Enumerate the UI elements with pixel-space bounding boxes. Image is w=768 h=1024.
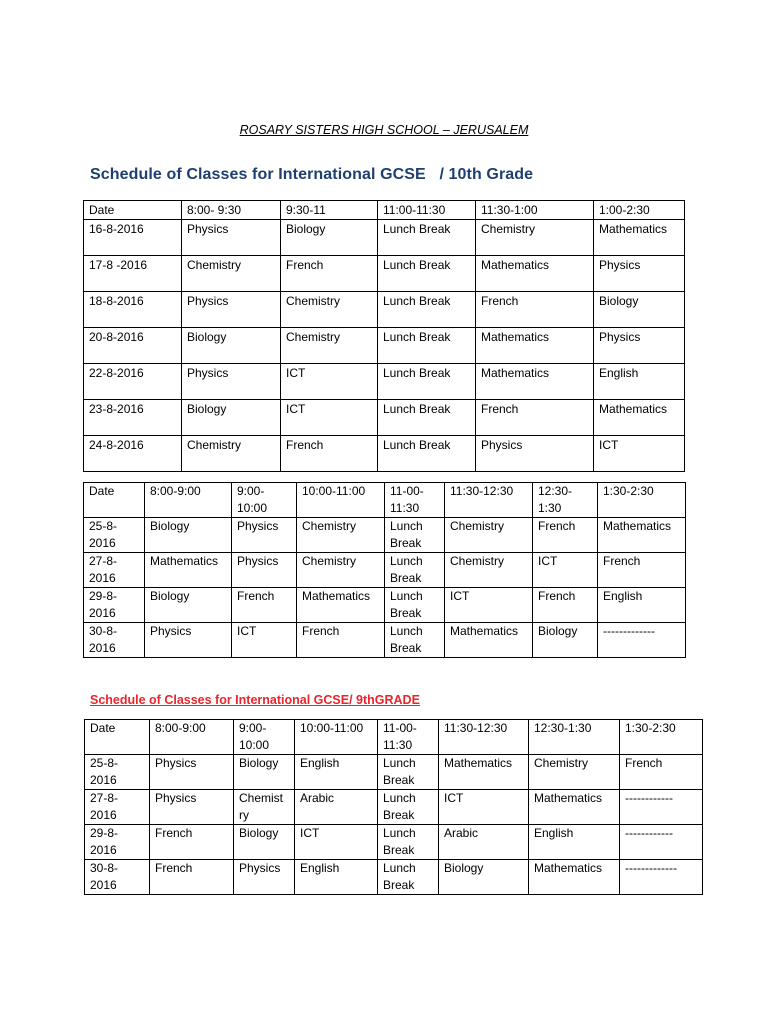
- table-row: [85, 790, 703, 825]
- grade10-schedule-table-1: [83, 200, 685, 472]
- grade9-schedule-table: [84, 719, 703, 895]
- subject-cell: French: [281, 256, 378, 292]
- subject-cell: French: [232, 588, 297, 623]
- subject-cell: Lunch Break: [378, 328, 476, 364]
- subject-cell: Lunch Break: [385, 623, 445, 658]
- table-row: [84, 328, 685, 364]
- subject-cell: Biology: [145, 518, 232, 553]
- subject-cell: Physics: [145, 623, 232, 658]
- subject-cell: -------------: [620, 860, 703, 895]
- subject-cell: Mathematics: [297, 588, 385, 623]
- subject-cell: English: [295, 860, 378, 895]
- subject-cell: French: [533, 588, 598, 623]
- subject-cell: French: [281, 436, 378, 472]
- subject-cell: Biology: [281, 220, 378, 256]
- subject-cell: Chemist ry: [234, 790, 295, 825]
- date-cell: 29-8- 2016: [84, 588, 145, 623]
- column-header: 8:00-9:00: [150, 720, 234, 755]
- subject-cell: Lunch Break: [378, 436, 476, 472]
- subject-cell: Lunch Break: [378, 364, 476, 400]
- subject-cell: Biology: [594, 292, 685, 328]
- date-cell: 25-8- 2016: [85, 755, 150, 790]
- column-header: 11:30-12:30: [439, 720, 529, 755]
- subject-cell: Physics: [234, 860, 295, 895]
- table-row: [84, 436, 685, 472]
- date-cell: 30-8- 2016: [85, 860, 150, 895]
- date-cell: 16-8-2016: [84, 220, 182, 256]
- subject-cell: ICT: [439, 790, 529, 825]
- subject-cell: Lunch Break: [378, 790, 439, 825]
- subject-cell: Lunch Break: [385, 588, 445, 623]
- subject-cell: Physics: [232, 553, 297, 588]
- subject-cell: Chemistry: [445, 553, 533, 588]
- subject-cell: French: [620, 755, 703, 790]
- subject-cell: Physics: [182, 364, 281, 400]
- subject-cell: Lunch Break: [378, 220, 476, 256]
- subject-cell: ICT: [295, 825, 378, 860]
- subject-cell: Mathematics: [476, 328, 594, 364]
- date-cell: 23-8-2016: [84, 400, 182, 436]
- grade9-schedule-title: Schedule of Classes for International GCSE/ 9thGRADE: [90, 693, 420, 707]
- column-header: 11:30-12:30: [445, 483, 533, 518]
- date-cell: 25-8- 2016: [84, 518, 145, 553]
- table-row: [84, 220, 685, 256]
- column-header: 9:00- 10:00: [232, 483, 297, 518]
- subject-cell: Mathematics: [529, 790, 620, 825]
- subject-cell: English: [598, 588, 686, 623]
- subject-cell: ICT: [445, 588, 533, 623]
- column-header: 12:30-1:30: [529, 720, 620, 755]
- column-header: 10:00-11:00: [297, 483, 385, 518]
- grade10-schedule-table-2: [83, 482, 686, 658]
- table-header-row: [84, 201, 685, 220]
- column-header: 1:00-2:30: [594, 201, 685, 220]
- date-cell: 18-8-2016: [84, 292, 182, 328]
- subject-cell: Physics: [182, 220, 281, 256]
- subject-cell: Lunch Break: [378, 825, 439, 860]
- subject-cell: Chemistry: [182, 436, 281, 472]
- subject-cell: Biology: [234, 825, 295, 860]
- table-row: [84, 292, 685, 328]
- column-header: 8:00- 9:30: [182, 201, 281, 220]
- subject-cell: ------------: [620, 825, 703, 860]
- subject-cell: Chemistry: [445, 518, 533, 553]
- subject-cell: Physics: [232, 518, 297, 553]
- table-row: [84, 518, 686, 553]
- subject-cell: Chemistry: [297, 553, 385, 588]
- table-row: [84, 400, 685, 436]
- date-cell: 17-8 -2016: [84, 256, 182, 292]
- date-cell: 27-8- 2016: [84, 553, 145, 588]
- subject-cell: Physics: [476, 436, 594, 472]
- subject-cell: French: [150, 860, 234, 895]
- column-header: Date: [85, 720, 150, 755]
- subject-cell: Physics: [594, 328, 685, 364]
- subject-cell: French: [598, 553, 686, 588]
- subject-cell: French: [476, 400, 594, 436]
- table-header-row: [85, 720, 703, 755]
- subject-cell: Biology: [145, 588, 232, 623]
- subject-cell: Biology: [182, 328, 281, 364]
- column-header: 11-00- 11:30: [385, 483, 445, 518]
- table-row: [85, 860, 703, 895]
- table-row: [84, 364, 685, 400]
- date-cell: 20-8-2016: [84, 328, 182, 364]
- table-row: [85, 825, 703, 860]
- subject-cell: Mathematics: [594, 400, 685, 436]
- column-header: 11-00- 11:30: [378, 720, 439, 755]
- subject-cell: ICT: [232, 623, 297, 658]
- subject-cell: Chemistry: [476, 220, 594, 256]
- subject-cell: Lunch Break: [385, 553, 445, 588]
- subject-cell: ICT: [281, 364, 378, 400]
- column-header: 1:30-2:30: [598, 483, 686, 518]
- subject-cell: French: [150, 825, 234, 860]
- date-cell: 24-8-2016: [84, 436, 182, 472]
- column-header: 8:00-9:00: [145, 483, 232, 518]
- subject-cell: English: [295, 755, 378, 790]
- subject-cell: Physics: [150, 755, 234, 790]
- subject-cell: Biology: [439, 860, 529, 895]
- column-header: Date: [84, 483, 145, 518]
- subject-cell: ICT: [594, 436, 685, 472]
- date-cell: 29-8- 2016: [85, 825, 150, 860]
- subject-cell: ------------: [620, 790, 703, 825]
- column-header: 1:30-2:30: [620, 720, 703, 755]
- subject-cell: Chemistry: [281, 328, 378, 364]
- subject-cell: French: [297, 623, 385, 658]
- subject-cell: Biology: [533, 623, 598, 658]
- subject-cell: Lunch Break: [378, 860, 439, 895]
- subject-cell: Chemistry: [281, 292, 378, 328]
- column-header: Date: [84, 201, 182, 220]
- subject-cell: Lunch Break: [378, 256, 476, 292]
- table-row: [85, 755, 703, 790]
- subject-cell: -------------: [598, 623, 686, 658]
- table-header-row: [84, 483, 686, 518]
- column-header: 11:30-1:00: [476, 201, 594, 220]
- subject-cell: Chemistry: [297, 518, 385, 553]
- date-cell: 30-8- 2016: [84, 623, 145, 658]
- subject-cell: English: [529, 825, 620, 860]
- grade10-schedule-title: Schedule of Classes for International GCSE / 10th Grade: [90, 166, 534, 183]
- table-row: [84, 623, 686, 658]
- subject-cell: Biology: [182, 400, 281, 436]
- subject-cell: Physics: [594, 256, 685, 292]
- school-name: ROSARY SISTERS HIGH SCHOOL – JERUSALEM: [239, 123, 529, 137]
- date-cell: 27-8- 2016: [85, 790, 150, 825]
- subject-cell: ICT: [281, 400, 378, 436]
- subject-cell: English: [594, 364, 685, 400]
- column-header: 12:30- 1:30: [533, 483, 598, 518]
- subject-cell: Mathematics: [594, 220, 685, 256]
- subject-cell: Mathematics: [529, 860, 620, 895]
- subject-cell: Lunch Break: [378, 755, 439, 790]
- subject-cell: Arabic: [439, 825, 529, 860]
- subject-cell: French: [533, 518, 598, 553]
- date-cell: 22-8-2016: [84, 364, 182, 400]
- table-row: [84, 553, 686, 588]
- table-row: [84, 256, 685, 292]
- subject-cell: Mathematics: [145, 553, 232, 588]
- subject-cell: Chemistry: [182, 256, 281, 292]
- subject-cell: Lunch Break: [378, 400, 476, 436]
- subject-cell: French: [476, 292, 594, 328]
- subject-cell: Lunch Break: [378, 292, 476, 328]
- subject-cell: Biology: [234, 755, 295, 790]
- subject-cell: Mathematics: [476, 256, 594, 292]
- subject-cell: ICT: [533, 553, 598, 588]
- column-header: 9:30-11: [281, 201, 378, 220]
- subject-cell: Mathematics: [476, 364, 594, 400]
- subject-cell: Mathematics: [439, 755, 529, 790]
- table-row: [84, 588, 686, 623]
- column-header: 9:00- 10:00: [234, 720, 295, 755]
- subject-cell: Chemistry: [529, 755, 620, 790]
- column-header: 10:00-11:00: [295, 720, 378, 755]
- subject-cell: Physics: [150, 790, 234, 825]
- subject-cell: Lunch Break: [385, 518, 445, 553]
- column-header: 11:00-11:30: [378, 201, 476, 220]
- subject-cell: Physics: [182, 292, 281, 328]
- subject-cell: Arabic: [295, 790, 378, 825]
- subject-cell: Mathematics: [598, 518, 686, 553]
- subject-cell: Mathematics: [445, 623, 533, 658]
